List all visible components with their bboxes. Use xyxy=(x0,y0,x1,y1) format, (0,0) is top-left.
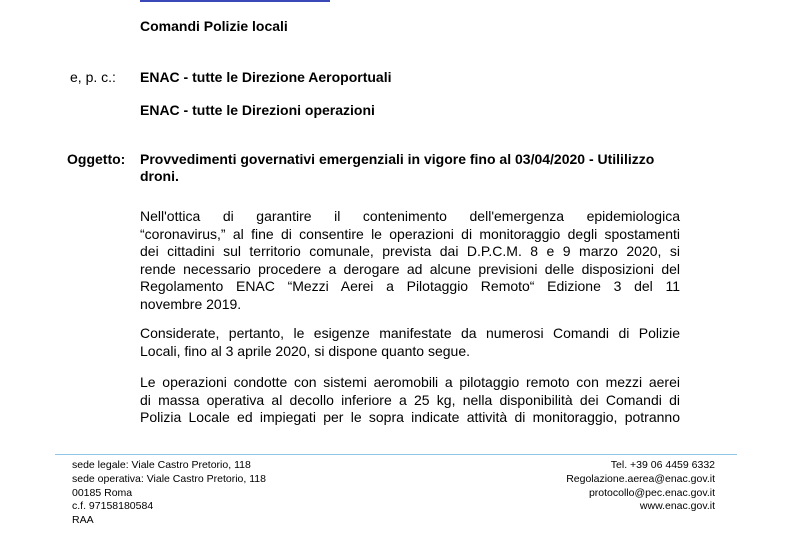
paragraph-line: di massa operativa al decollo inferiore a 25 kg, nella disponibilità dei Comandi di xyxy=(140,391,680,408)
paragraph-1 xyxy=(140,208,680,313)
footer-email-link[interactable]: Regolazione.aerea@enac.gov.it xyxy=(566,472,715,485)
footer-phone: Tel. +39 06 4459 6332 xyxy=(610,459,715,471)
recipient-main: Comandi Polizie locali xyxy=(140,18,288,34)
paragraph-line: rende necessario procedere a derogare ad alcune previsioni delle disposizioni del xyxy=(140,260,680,277)
footer-website-link[interactable]: www.enac.gov.it xyxy=(639,500,715,513)
footer-address-line: RAA xyxy=(72,514,94,527)
footer-address-line: sede legale: Viale Castro Pretorio, 118 xyxy=(72,459,251,471)
footer-address xyxy=(72,459,266,528)
footer-address-line: c.f. 97158180584 xyxy=(72,500,154,513)
footer-pec-link[interactable]: protocollo@pec.enac.gov.it xyxy=(588,486,715,499)
paragraph-line: Le operazioni condotte con sistemi aeromobili a pilotaggio remoto con mezzi aerei xyxy=(140,374,680,390)
recipient-cc-1: ENAC - tutte le Direzione Aeroportuali xyxy=(140,69,392,85)
recipient-cc-2: ENAC - tutte le Direzioni operazioni xyxy=(140,102,375,118)
paragraph-line: Locali, fino al 3 aprile 2020, si dispone quanto segue. xyxy=(140,342,471,359)
subject-line-2: droni. xyxy=(140,168,179,184)
top-rule xyxy=(140,0,330,2)
subject-label: Oggetto: xyxy=(67,151,126,167)
subject-line-1: Provvedimenti governativi emergenziali in vigore fino al 03/04/2020 - Utililizzo xyxy=(140,151,655,167)
paragraph-3 xyxy=(140,374,680,427)
paragraph-line: Considerate, pertanto, le esigenze manifestate da numerosi Comandi di Polizie xyxy=(140,325,680,341)
paragraph-line: Regolamento ENAC “Mezzi Aerei a Pilotaggio Remoto“ Edizione 3 del 11 xyxy=(140,278,680,294)
paragraph-line: dei cittadini sul territorio comunale, prevista dai D.P.C.M. 8 e 9 marzo 2020, si xyxy=(140,243,680,259)
paragraph-line: “coronavirus,” al fine di consentire le operazioni di monitoraggio degli spostamenti xyxy=(140,225,680,242)
footer-address-line: 00185 Roma xyxy=(72,486,133,499)
paragraph-line: Nell'ottica di garantire il contenimento dell'emergenza epidemiologica xyxy=(140,208,680,224)
footer-address-line: sede operativa: Viale Castro Pretorio, 118 xyxy=(72,472,266,485)
cc-label: e, p. c.: xyxy=(70,69,116,85)
footer-contacts xyxy=(566,459,715,514)
footer-rule xyxy=(55,454,737,455)
paragraph-2 xyxy=(140,325,680,360)
paragraph-line: Polizia Locale ed impiegati per le sopra indicate attività di monitoraggio, potranno xyxy=(140,409,680,425)
paragraph-line: novembre 2019. xyxy=(140,295,242,312)
